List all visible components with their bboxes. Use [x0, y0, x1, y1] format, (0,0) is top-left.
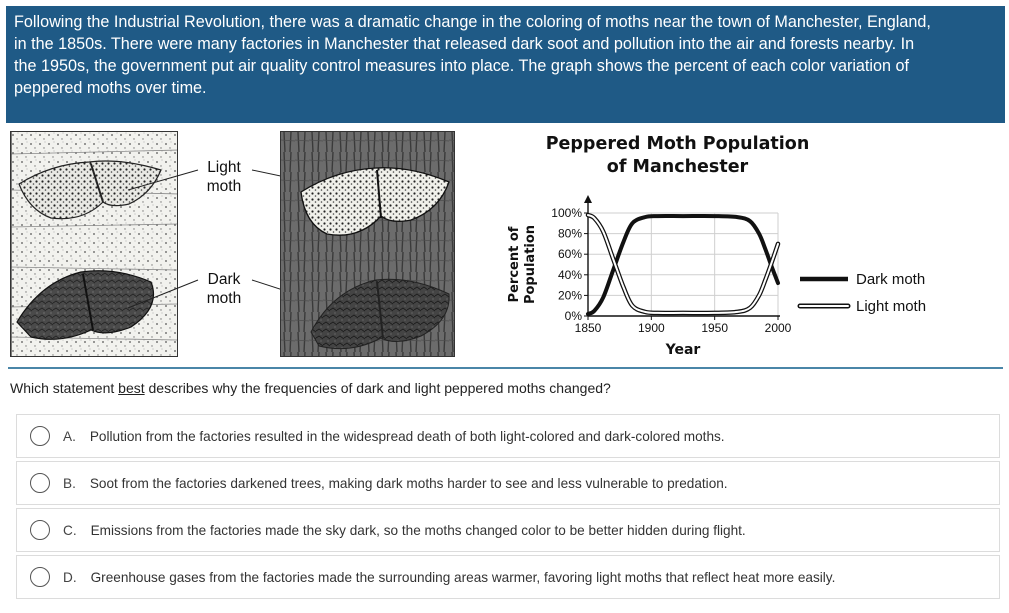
question-emphasis: best: [118, 380, 145, 396]
passage-line: the 1950s, the government put air quality control measures into place. The graph shows the percent of each color variation of: [14, 57, 910, 75]
choice-letter: A.: [63, 428, 76, 444]
passage-line: in the 1850s. There were many factories in Manchester that released dark soot and pollution into the air and forests nearby. In: [14, 35, 915, 53]
y-tick-label: 100%: [551, 206, 582, 220]
legend-light-moth-label: Light moth: [856, 298, 927, 315]
choice-d[interactable]: [16, 555, 1000, 599]
passage-banner: [6, 6, 1005, 123]
chart-title: [500, 133, 855, 179]
dark-moth-label-line2: moth: [206, 290, 242, 307]
choice-c[interactable]: [16, 508, 1000, 552]
dark-bark-illustration: [280, 131, 455, 357]
y-tick-label: 40%: [557, 267, 582, 282]
y-tick-label: 0%: [564, 309, 582, 323]
choice-letter: C.: [63, 522, 77, 538]
x-tick-label: 2000: [764, 321, 792, 335]
x-tick-label: 1950: [701, 321, 729, 335]
choice-b[interactable]: [16, 461, 1000, 505]
y-axis-arrow: [584, 195, 592, 203]
y-tick-label: 80%: [557, 226, 582, 241]
choice-text: Greenhouse gases from the factories made the surrounding areas warmer, favoring light moths that reflect heat more easily.: [90, 569, 836, 585]
chart-title-line2: of Manchester: [606, 157, 749, 177]
choice-letter: D.: [63, 569, 77, 585]
question-before: Which statement: [10, 380, 119, 396]
dark-moth-label-line1: Dark: [207, 271, 241, 288]
question-after: describes why the frequencies of dark and light peppered moths changed?: [144, 380, 611, 396]
radio-button-icon[interactable]: [30, 567, 50, 587]
passage-line: Following the Industrial Revolution, there was a dramatic change in the coloring of moths near the town of Manchester, England,: [14, 13, 931, 31]
choice-text: Soot from the factories darkened trees, making dark moths harder to see and less vulnerable to predation.: [89, 475, 728, 491]
figure-area: [8, 128, 1003, 365]
population-line-chart: [488, 186, 988, 366]
y-axis-label-line2: Population: [523, 224, 538, 305]
choice-a[interactable]: [16, 414, 1000, 458]
choice-text: Emissions from the factories made the sky dark, so the moths changed color to be better hidden during flight.: [90, 522, 746, 538]
x-tick-label: 1900: [637, 321, 665, 335]
x-axis-label: Year: [665, 342, 701, 358]
radio-button-icon[interactable]: [30, 426, 50, 446]
light-moth-label-line2: moth: [206, 178, 242, 195]
y-tick-label: 60%: [557, 247, 582, 262]
radio-button-icon[interactable]: [30, 473, 50, 493]
passage-line: peppered moths over time.: [14, 79, 207, 97]
choice-letter: B.: [63, 475, 76, 491]
radio-button-icon[interactable]: [30, 520, 50, 540]
y-axis-label-line1: Percent of: [507, 226, 522, 303]
legend-dark-moth-label: Dark moth: [856, 271, 926, 288]
y-tick-label: 20%: [557, 288, 582, 303]
chart-title-line1: Peppered Moth Population: [545, 134, 810, 154]
light-moth-label-line1: Light: [207, 159, 241, 176]
choice-text: Pollution from the factories resulted in the widespread death of both light-colored and dark-colored moths.: [89, 428, 725, 444]
series-light-moth-outline: [588, 215, 778, 313]
question-text: [10, 380, 611, 396]
x-tick-label: 1850: [574, 321, 602, 335]
section-divider: [8, 367, 1003, 369]
